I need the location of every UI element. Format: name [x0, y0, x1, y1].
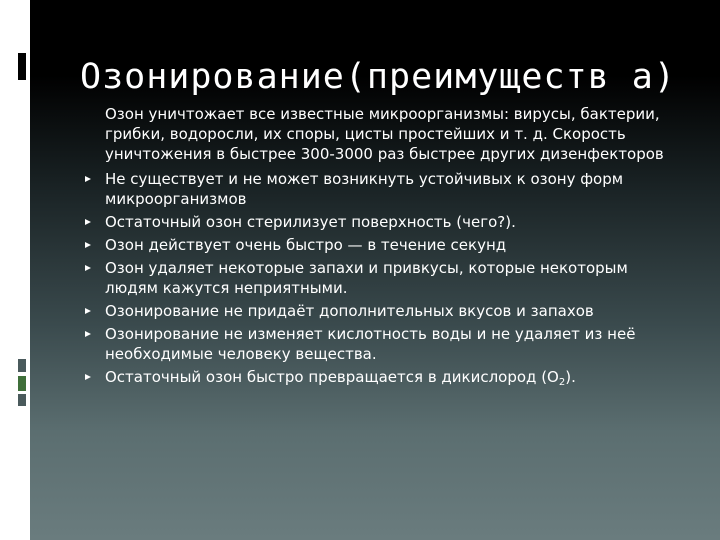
arrow-bullet-icon — [85, 331, 91, 337]
arrow-bullet-icon — [85, 219, 91, 225]
list-item-text: Озон действует очень быстро — в течение секунд — [105, 236, 507, 254]
list-item-text: Не существует и не может возникнуть устойчивых к озону форм микроорганизмов — [105, 170, 624, 208]
list-item-tail: ). — [565, 368, 576, 386]
list-item — [82, 301, 682, 321]
list-item-text: Озон уничтожает все известные микроорганизмы: вирусы, бактерии, грибки, водоросли, их споры, цисты простейших и т. д. Скорость уничтожения в быстрее 300-3000 раз быстрее других дизенфекторов — [105, 105, 664, 163]
subscript: 2 — [558, 377, 566, 388]
list-item-text: Озонирование не изменяет кислотность воды и не удаляет из неё необходимые человеку вещества. — [105, 325, 636, 363]
list-item-text: Озонирование не придаёт дополнительных вкусов и запахов — [105, 302, 594, 320]
list-item — [82, 104, 682, 164]
arrow-bullet-icon — [85, 308, 91, 314]
arrow-bullet-icon — [85, 374, 91, 380]
list-item-text: Остаточный озон быстро превращается в дикислород (O — [105, 368, 559, 386]
list-item — [82, 324, 682, 364]
arrow-bullet-icon — [85, 265, 91, 271]
arrow-bullet-icon — [85, 242, 91, 248]
accent-block-2 — [18, 394, 26, 406]
bullet-list — [82, 104, 682, 390]
list-item — [82, 367, 682, 387]
list-item — [82, 169, 682, 209]
slide-title: Озонирование(преимуществ а) — [80, 57, 676, 97]
list-item — [82, 235, 682, 255]
list-item — [82, 258, 682, 298]
accent-block-green — [18, 376, 26, 391]
list-item-text: Остаточный озон стерилизует поверхность (чего?). — [105, 213, 516, 231]
list-item — [82, 212, 682, 232]
accent-block-top — [18, 53, 26, 80]
left-accent-bar — [0, 0, 30, 540]
list-item-text: Озон удаляет некоторые запахи и привкусы, которые некоторым людям кажутся неприятными. — [105, 259, 628, 297]
arrow-bullet-icon — [85, 176, 91, 182]
accent-block-1 — [18, 359, 26, 372]
